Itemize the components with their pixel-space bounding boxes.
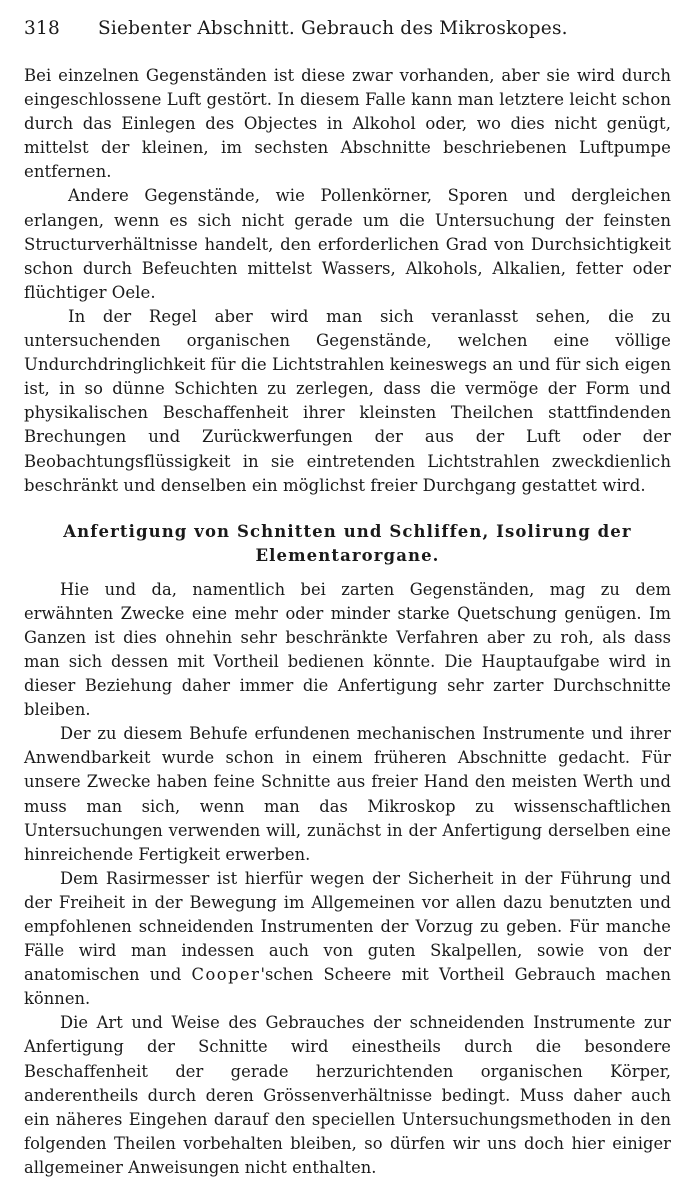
section-title: Anfertigung von Schnitten und Schliffen, Isolirung der Elementarorgane. bbox=[63, 521, 632, 565]
name-cooper: Cooper bbox=[191, 965, 261, 985]
paragraph-text: Dem Rasirmesser ist hierfür wegen der Sicherheit in der Führung und der Freiheit in der Bewegung im Allgemeinen vor allen dazu benutzten und empfohlenen schneidenden Instrumenten der Vorzug zu geben. Für manche Fälle wird man indessen auch von guten Skalpellen, sowie von der anatomischen und bbox=[24, 868, 671, 985]
paragraph: Andere Gegenstände, wie Pollenkörner, Sporen und dergleichen erlangen, wenn es sich nicht gerade um die Untersuchung der feinsten Structurverhältnisse handelt, den erforderlichen Grad von Durchsichtigkeit schon durch Befeuchten mittelst Wassers, Alkohols, Alkalien, fetter oder flüchtiger Oele. bbox=[24, 186, 671, 302]
book-page bbox=[24, 16, 671, 1180]
paragraph: In der Regel aber wird man sich veranlasst sehen, die zu untersuchenden organischen Gegenstände, welchen eine völlige Undurchdringlichkeit für die Lichtstrahlen keineswegs an und für sich eigen ist, in so dünne Schichten zu zerlegen, dass die vermöge der Form und physikalischen Beschaffenheit ihrer kleinsten Theilchen stattfindenden Brechungen und Zurückwerfungen der aus der Luft oder der Beobachtungsflüssigkeit in sie eintretenden Lichtstrahlen zweckdienlich beschränkt und denselben ein möglichst freier Durchgang gestattet wird. bbox=[24, 306, 671, 495]
paragraph: Der zu diesem Behufe erfundenen mechanischen Instrumente und ihrer Anwendbarkeit wurde schon in einem früheren Abschnitte gedacht. Für unsere Zwecke haben feine Schnitte aus freier Hand den meisten Werth und muss man sich, wenn man das Mikroskop zu wissenschaftlichen Untersuchungen verwenden will, zunächst in der Anfertigung derselben eine hinreichende Fertigkeit erwerben. bbox=[24, 724, 671, 864]
body-text bbox=[24, 64, 671, 498]
running-title: Siebenter Abschnitt. Gebrauch des Mikroskopes. bbox=[98, 18, 568, 39]
section bbox=[24, 520, 671, 1180]
paragraph: Bei einzelnen Gegenständen ist diese zwar vorhanden, aber sie wird durch eingeschlossene Luft gestört. In diesem Falle kann man letztere leicht schon durch das Einlegen des Objectes in Alkohol oder, wo dies nicht genügt, mittelst der kleinen, im sechsten Abschnitte beschriebenen Luftpumpe entfernen. bbox=[24, 66, 671, 182]
paragraph-text: 'schen Scheere mit Vortheil Gebrauch machen können. bbox=[24, 965, 671, 1009]
paragraph: Die Art und Weise des Gebrauches der schneidenden Instrumente zur Anfertigung der Schnitte wird einestheils durch die besondere Beschaffenheit der gerade herzurichtenden organischen Körper, anderentheils durch deren Grössenverhältnisse bedingt. Muss daher auch ein näheres Eingehen darauf den speciellen Untersuchungsmethoden in den folgenden Theilen vorbehalten bleiben, so dürfen wir uns doch hier einiger allgemeiner Anweisungen nicht enthalten. bbox=[24, 1013, 671, 1177]
page-number: 318 bbox=[24, 18, 60, 39]
section-body bbox=[24, 578, 671, 1180]
running-head bbox=[24, 16, 671, 46]
paragraph bbox=[24, 867, 671, 1012]
paragraph: Hie und da, namentlich bei zarten Gegenständen, mag zu dem erwähnten Zwecke eine mehr oder minder starke Quetschung genügen. Im Ganzen ist dies ohnehin sehr beschränkte Verfahren aber zu roh, als dass man sich dessen mit Vortheil bedienen könnte. Die Hauptaufgabe wird in dieser Beziehung daher immer die Anfertigung sehr zarter Durchschnitte bleiben. bbox=[24, 579, 671, 720]
